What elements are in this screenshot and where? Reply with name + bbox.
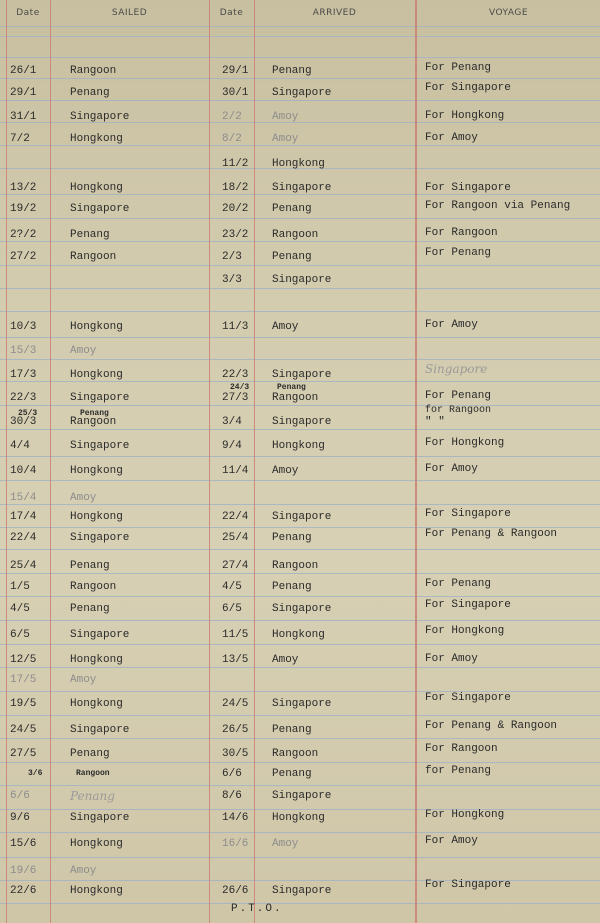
voyage-note: For Hongkong bbox=[425, 625, 505, 637]
ruled-line bbox=[0, 359, 600, 360]
arrived-port: Penang bbox=[272, 724, 312, 736]
arrived-date: 30/1 bbox=[222, 87, 249, 99]
arrived-port: Penang bbox=[272, 581, 312, 593]
header-voyage: VOYAGE bbox=[488, 8, 529, 18]
sailed-date: 6/6 bbox=[10, 790, 30, 802]
arrived-port: Penang bbox=[272, 768, 312, 780]
sailed-port: Penang bbox=[70, 87, 110, 99]
sailed-date: 25/4 bbox=[10, 560, 37, 572]
ruled-line bbox=[0, 311, 600, 312]
arrived-date: 14/6 bbox=[222, 812, 249, 824]
sailed-port: Hongkong bbox=[70, 465, 123, 477]
sailed-date: 9/6 bbox=[10, 812, 30, 824]
ruled-line bbox=[0, 456, 600, 457]
arrived-date: 9/4 bbox=[222, 440, 242, 452]
arrived-port: Singapore bbox=[272, 790, 332, 802]
arrived-date: 27/4 bbox=[222, 560, 249, 572]
sailed-port: Hongkong bbox=[70, 133, 123, 145]
sailed-date: 17/4 bbox=[10, 511, 37, 523]
arrived-date: 22/4 bbox=[222, 511, 249, 523]
arrived-port: Singapore bbox=[272, 885, 332, 897]
arrived-port: Rangoon bbox=[272, 560, 319, 572]
voyage-note: For Rangoon bbox=[425, 227, 498, 239]
ruled-line bbox=[0, 78, 600, 79]
voyage-note: For Hongkong bbox=[425, 809, 505, 821]
extra-arrived-date: 24/3 bbox=[230, 383, 250, 392]
column-divider bbox=[415, 0, 417, 923]
arrived-date: 26/6 bbox=[222, 885, 249, 897]
arrived-port: Hongkong bbox=[272, 158, 325, 170]
voyage-note: For Amoy bbox=[425, 653, 478, 665]
arrived-date: 2/2 bbox=[222, 111, 242, 123]
sailed-port: Rangoon bbox=[70, 65, 117, 77]
ruled-line bbox=[0, 405, 600, 406]
voyage-note: For Singapore bbox=[425, 692, 511, 704]
voyage-note: For Penang bbox=[425, 247, 492, 259]
arrived-port: Singapore bbox=[272, 369, 332, 381]
sailed-date: 30/3 bbox=[10, 416, 37, 428]
sailed-date: 7/2 bbox=[10, 133, 30, 145]
sailed-port: Penang bbox=[70, 789, 115, 803]
arrived-date: 4/5 bbox=[222, 581, 242, 593]
sailed-port: Hongkong bbox=[70, 321, 123, 333]
arrived-date: 22/3 bbox=[222, 369, 249, 381]
ruled-line bbox=[0, 573, 600, 574]
sailed-date: 17/5 bbox=[10, 674, 37, 686]
arrived-port: Amoy bbox=[272, 654, 299, 666]
arrived-date: 11/4 bbox=[222, 465, 249, 477]
arrived-date: 13/5 bbox=[222, 654, 249, 666]
ruled-line bbox=[0, 738, 600, 739]
sailed-date: 22/6 bbox=[10, 885, 37, 897]
arrived-port: Hongkong bbox=[272, 629, 325, 641]
sailed-port: Hongkong bbox=[70, 838, 123, 850]
page-turn-note: P.T.O. bbox=[231, 903, 283, 915]
ruled-line bbox=[0, 715, 600, 716]
ruled-line bbox=[0, 903, 600, 904]
sailed-date: 19/5 bbox=[10, 698, 37, 710]
sailed-port: Amoy bbox=[70, 865, 97, 877]
sailed-date: 10/3 bbox=[10, 321, 37, 333]
sailed-date: 6/5 bbox=[10, 629, 30, 641]
ruled-line bbox=[0, 57, 600, 58]
voyage-note: " " bbox=[425, 416, 445, 428]
arrived-port: Singapore bbox=[272, 182, 332, 194]
sailed-date: 17/3 bbox=[10, 369, 37, 381]
sailed-date: 22/4 bbox=[10, 532, 37, 544]
sailed-port: Amoy bbox=[70, 492, 97, 504]
sailed-port: Hongkong bbox=[70, 885, 123, 897]
voyage-note: For Penang & Rangoon bbox=[425, 528, 558, 540]
arrived-date: 8/2 bbox=[222, 133, 242, 145]
voyage-note: For Singapore bbox=[425, 182, 511, 194]
sailed-port: Singapore bbox=[70, 111, 130, 123]
arrived-date: 20/2 bbox=[222, 203, 249, 215]
voyage-note: For Penang & Rangoon bbox=[425, 720, 558, 732]
ruled-line bbox=[0, 832, 600, 833]
arrived-date: 11/5 bbox=[222, 629, 249, 641]
voyage-note: For Singapore bbox=[425, 82, 511, 94]
arrived-port: Rangoon bbox=[272, 392, 319, 404]
extra-arrived-place: Penang bbox=[277, 383, 306, 392]
ruled-line bbox=[0, 26, 600, 27]
voyage-note: For Penang bbox=[425, 62, 492, 74]
voyage-note: For Singapore bbox=[425, 879, 511, 891]
ruled-line bbox=[0, 809, 600, 810]
ruled-line bbox=[0, 337, 600, 338]
sailed-date: 19/6 bbox=[10, 865, 37, 877]
sailed-port: Amoy bbox=[70, 345, 97, 357]
arrived-port: Amoy bbox=[272, 465, 299, 477]
column-divider bbox=[254, 0, 255, 923]
arrived-port: Amoy bbox=[272, 111, 299, 123]
sailed-date: 13/2 bbox=[10, 182, 37, 194]
sailed-port: Penang bbox=[70, 603, 110, 615]
arrived-date: 25/4 bbox=[222, 532, 249, 544]
extra-voyage: for Rangoon bbox=[425, 405, 492, 416]
arrived-date: 30/5 bbox=[222, 748, 249, 760]
voyage-note: For Singapore bbox=[425, 599, 511, 611]
sailed-date: 12/5 bbox=[10, 654, 37, 666]
arrived-port: Singapore bbox=[272, 274, 332, 286]
sailed-port: Hongkong bbox=[70, 654, 123, 666]
arrived-date: 24/5 bbox=[222, 698, 249, 710]
sailed-date: 2?/2 bbox=[10, 229, 37, 241]
arrived-port: Rangoon bbox=[272, 748, 319, 760]
extra-sailed-place: Rangoon bbox=[76, 769, 110, 778]
column-divider bbox=[50, 0, 51, 923]
arrived-port: Singapore bbox=[272, 511, 332, 523]
sailed-port: Singapore bbox=[70, 812, 130, 824]
voyage-note: For Singapore bbox=[425, 508, 511, 520]
sailed-date: 4/5 bbox=[10, 603, 30, 615]
sailed-date: 31/1 bbox=[10, 111, 37, 123]
sailed-date: 29/1 bbox=[10, 87, 37, 99]
sailed-port: Singapore bbox=[70, 724, 130, 736]
sailed-port: Singapore bbox=[70, 440, 130, 452]
extra-sailed-date: 3/6 bbox=[28, 769, 43, 778]
sailed-date: 1/5 bbox=[10, 581, 30, 593]
ruled-line bbox=[0, 218, 600, 219]
ruled-line bbox=[0, 620, 600, 621]
sailed-date: 26/1 bbox=[10, 65, 37, 77]
ruled-line bbox=[0, 667, 600, 668]
sailed-date: 22/3 bbox=[10, 392, 37, 404]
arrived-port: Amoy bbox=[272, 321, 299, 333]
arrived-date: 27/3 bbox=[222, 392, 249, 404]
extra-sailed-date: 25/3 bbox=[18, 409, 38, 418]
arrived-port: Penang bbox=[272, 532, 312, 544]
sailed-port: Amoy bbox=[70, 674, 97, 686]
voyage-note: For Hongkong bbox=[425, 437, 505, 449]
sailed-port: Rangoon bbox=[70, 581, 117, 593]
sailed-port: Hongkong bbox=[70, 369, 123, 381]
arrived-port: Amoy bbox=[272, 838, 299, 850]
voyage-note: For Rangoon bbox=[425, 743, 498, 755]
arrived-port: Penang bbox=[272, 65, 312, 77]
ruled-line bbox=[0, 36, 600, 37]
arrived-date: 8/6 bbox=[222, 790, 242, 802]
arrived-date: 26/5 bbox=[222, 724, 249, 736]
header-sailed: SAILED bbox=[111, 8, 148, 18]
arrived-date: 2/3 bbox=[222, 251, 242, 263]
voyage-note: For Rangoon via Penang bbox=[425, 200, 571, 212]
margin-line bbox=[6, 0, 7, 923]
sailed-date: 15/6 bbox=[10, 838, 37, 850]
ruled-line bbox=[0, 857, 600, 858]
header-arrived: ARRIVED bbox=[312, 8, 357, 18]
column-divider bbox=[209, 0, 210, 923]
ruled-line bbox=[0, 596, 600, 597]
header-date-arrived: Date bbox=[219, 8, 244, 18]
sailed-port: Singapore bbox=[70, 203, 130, 215]
ruled-line bbox=[0, 288, 600, 289]
ruled-line bbox=[0, 265, 600, 266]
sailed-date: 4/4 bbox=[10, 440, 30, 452]
ruled-line bbox=[0, 549, 600, 550]
sailed-date: 27/2 bbox=[10, 251, 37, 263]
arrived-date: 29/1 bbox=[222, 65, 249, 77]
ruled-line bbox=[0, 644, 600, 645]
arrived-port: Singapore bbox=[272, 416, 332, 428]
sailed-port: Singapore bbox=[70, 532, 130, 544]
arrived-date: 3/4 bbox=[222, 416, 242, 428]
arrived-port: Hongkong bbox=[272, 812, 325, 824]
voyage-note: For Amoy bbox=[425, 463, 478, 475]
sailed-port: Penang bbox=[70, 560, 110, 572]
ruled-line bbox=[0, 480, 600, 481]
voyage-note: For Amoy bbox=[425, 835, 478, 847]
voyage-note: For Penang bbox=[425, 578, 492, 590]
arrived-port: Penang bbox=[272, 251, 312, 263]
arrived-date: 11/3 bbox=[222, 321, 249, 333]
sailed-date: 24/5 bbox=[10, 724, 37, 736]
arrived-port: Hongkong bbox=[272, 440, 325, 452]
sailed-date: 15/3 bbox=[10, 345, 37, 357]
arrived-date: 23/2 bbox=[222, 229, 249, 241]
arrived-date: 6/5 bbox=[222, 603, 242, 615]
arrived-date: 6/6 bbox=[222, 768, 242, 780]
sailed-port: Penang bbox=[70, 229, 110, 241]
sailed-date: 27/5 bbox=[10, 748, 37, 760]
voyage-note: For Hongkong bbox=[425, 110, 505, 122]
voyage-note: For Amoy bbox=[425, 319, 478, 331]
sailed-port: Singapore bbox=[70, 629, 130, 641]
ruled-line bbox=[0, 762, 600, 763]
sailed-port: Singapore bbox=[70, 392, 130, 404]
sailed-port: Rangoon bbox=[70, 416, 117, 428]
sailed-date: 10/4 bbox=[10, 465, 37, 477]
arrived-date: 3/3 bbox=[222, 274, 242, 286]
arrived-port: Penang bbox=[272, 203, 312, 215]
arrived-port: Singapore bbox=[272, 603, 332, 615]
ruled-line bbox=[0, 785, 600, 786]
extra-sailed-place: Penang bbox=[80, 409, 109, 418]
sailed-port: Hongkong bbox=[70, 182, 123, 194]
arrived-date: 11/2 bbox=[222, 158, 249, 170]
voyage-note: for Penang bbox=[425, 765, 492, 777]
sailed-port: Rangoon bbox=[70, 251, 117, 263]
arrived-port: Singapore bbox=[272, 698, 332, 710]
header-date-sailed: Date bbox=[16, 8, 40, 18]
arrived-port: Rangoon bbox=[272, 229, 319, 241]
voyage-note: For Amoy bbox=[425, 132, 478, 144]
sailed-port: Hongkong bbox=[70, 511, 123, 523]
arrived-port: Amoy bbox=[272, 133, 299, 145]
arrived-port: Singapore bbox=[272, 87, 332, 99]
ruled-line bbox=[0, 429, 600, 430]
sailed-date: 15/4 bbox=[10, 492, 37, 504]
ruled-line bbox=[0, 100, 600, 101]
voyage-note: For Penang bbox=[425, 390, 492, 402]
voyage-note: Singapore bbox=[425, 362, 488, 376]
sailed-port: Hongkong bbox=[70, 698, 123, 710]
arrived-date: 16/6 bbox=[222, 838, 249, 850]
sailed-date: 19/2 bbox=[10, 203, 37, 215]
arrived-date: 18/2 bbox=[222, 182, 249, 194]
sailed-port: Penang bbox=[70, 748, 110, 760]
